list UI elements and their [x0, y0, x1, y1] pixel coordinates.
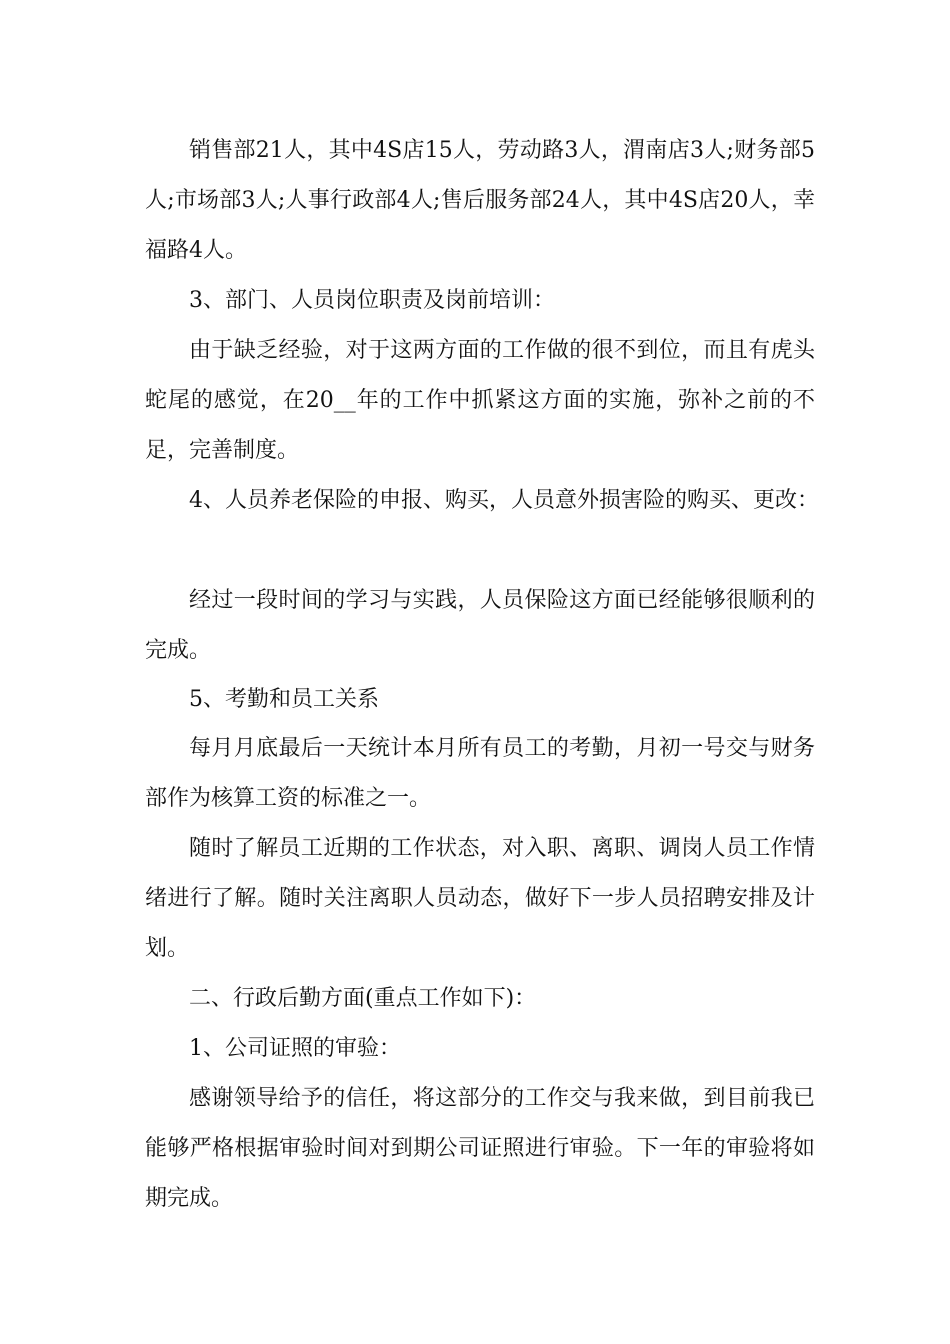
heading-insurance: 4、人员养老保险的申报、购买，人员意外损害险的购买、更改：: [189, 488, 819, 513]
heading-license-review: 1、公司证照的审验：: [189, 1036, 401, 1061]
paragraph-attendance: 每月月底最后一天统计本月所有员工的考勤，月初一号交与财务部作为核算工资的标准之一。: [145, 736, 815, 811]
heading-job-duties-training: 3、部门、人员岗位职责及岗前培训：: [189, 288, 555, 313]
paragraph-license-review: 感谢领导给予的信任，将这部分的工作交与我来做，到目前我已能够严格根据审验时间对到期公司证照进行审验。下一年的审验将如期完成。: [145, 1086, 815, 1211]
paragraph-employee-status: 随时了解员工近期的工作状态，对入职、离职、调岗人员工作情绪进行了解。随时关注离职人员动态，做好下一步人员招聘安排及计划。: [145, 836, 815, 961]
heading-attendance-relations: 5、考勤和员工关系: [189, 687, 379, 712]
heading-admin-logistics: 二、行政后勤方面(重点工作如下)：: [189, 986, 537, 1011]
paragraph-staff-distribution: 销售部21人，其中4S店15人，劳动路3人，渭南店3人;财务部5人;市场部3人;人事行政部4人;售后服务部24人，其中4S店20人，幸福路4人。: [145, 138, 815, 263]
paragraph-lack-of-experience: 由于缺乏经验，对于这两方面的工作做的很不到位，而且有虎头蛇尾的感觉，在20__年的工作中抓紧这方面的实施，弥补之前的不足，完善制度。: [145, 338, 815, 463]
paragraph-insurance-progress: 经过一段时间的学习与实践，人员保险这方面已经能够很顺利的完成。: [145, 588, 815, 663]
